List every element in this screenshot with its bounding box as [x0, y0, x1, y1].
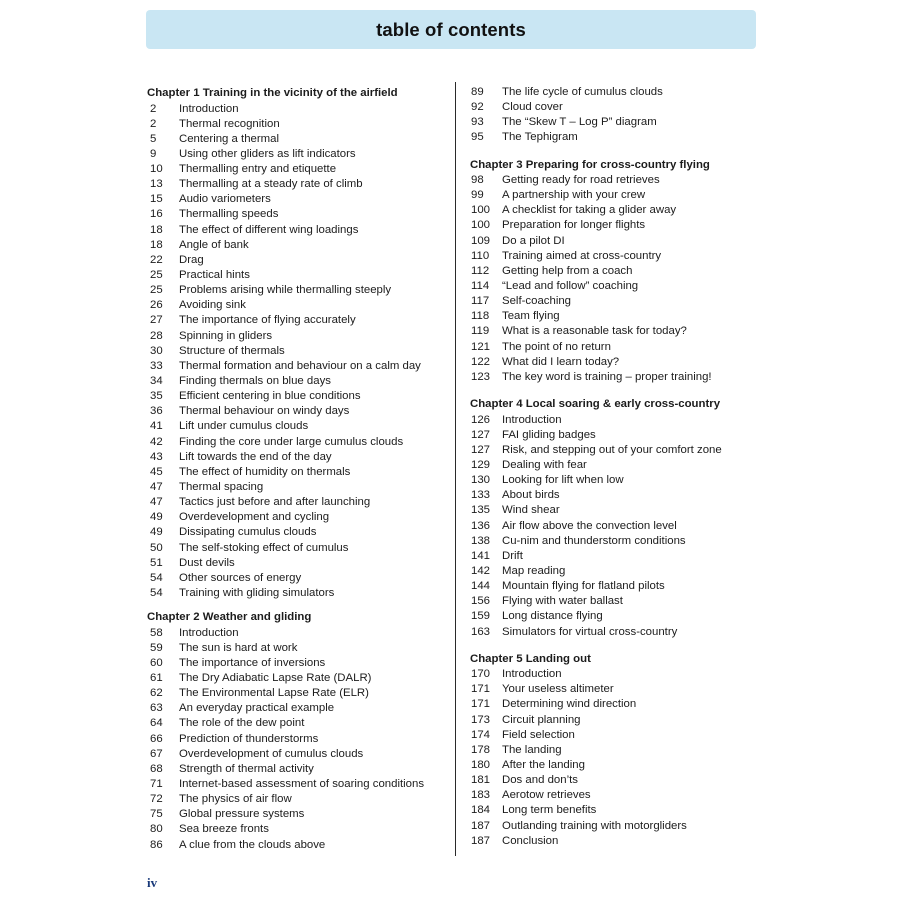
toc-entry-title: Sea breeze fronts	[179, 823, 269, 836]
toc-entry	[470, 819, 760, 834]
toc-entry-title: Structure of thermals	[179, 344, 285, 357]
chapter-heading: Chapter 5 Landing out	[470, 652, 591, 665]
toc-entry	[470, 355, 760, 370]
toc-entry-title: The importance of inversions	[179, 656, 326, 669]
toc-page-number: 30	[150, 344, 163, 357]
toc-page-number: 54	[150, 571, 163, 584]
toc-entry-title: FAI gliding badges	[502, 428, 596, 441]
toc-entry-title: Lift under cumulus clouds	[179, 420, 309, 433]
toc-entry-title: Flying with water ballast	[502, 595, 623, 608]
toc-page-number: 187	[471, 819, 491, 832]
toc-page-number: 5	[150, 132, 157, 145]
toc-entry	[147, 747, 447, 762]
toc-page-number: 2	[150, 102, 157, 115]
toc-page-number: 93	[471, 116, 484, 129]
toc-entry	[147, 283, 447, 298]
toc-page-number: 25	[150, 284, 163, 297]
toc-entry-title: Risk, and stepping out of your comfort zone	[502, 443, 722, 456]
toc-page-number: 59	[150, 641, 163, 654]
toc-entry	[147, 450, 447, 465]
toc-page-number: 100	[471, 204, 491, 217]
toc-page-number: 138	[471, 534, 491, 547]
toc-page-number: 100	[471, 219, 491, 232]
toc-page-number: 27	[150, 314, 163, 327]
toc-page-number: 10	[150, 163, 163, 176]
column-divider	[455, 82, 456, 856]
toc-page-number: 58	[150, 626, 163, 639]
toc-entry	[147, 686, 447, 701]
toc-entry-title: Determining wind direction	[502, 698, 637, 711]
toc-entry-title: Training aimed at cross-country	[502, 249, 662, 262]
toc-entry	[147, 238, 447, 253]
toc-entry	[147, 626, 447, 641]
toc-page-number: 187	[471, 834, 491, 847]
toc-page-number: 49	[150, 526, 163, 539]
toc-page-number: 184	[471, 804, 491, 817]
toc-entry-title: Thermal spacing	[179, 481, 264, 494]
toc-page-number: 66	[150, 732, 163, 745]
chapter-section	[470, 158, 760, 385]
toc-entry	[470, 458, 760, 473]
toc-entry	[147, 313, 447, 328]
toc-page-number: 18	[150, 223, 163, 236]
toc-entry	[147, 792, 447, 807]
toc-entry-title: Spinning in gliders	[179, 329, 273, 342]
toc-entry	[470, 370, 760, 385]
toc-entry-title: After the landing	[502, 758, 585, 771]
toc-page-number: 43	[150, 450, 163, 463]
toc-page-number: 114	[471, 280, 490, 293]
toc-entry	[147, 344, 447, 359]
toc-entry-title: The “Skew T – Log P” diagram	[502, 116, 657, 129]
section-spacer	[147, 601, 447, 610]
toc-entry-title: Field selection	[502, 728, 575, 741]
toc-entry-title: The physics of air flow	[179, 793, 292, 806]
toc-entry	[147, 102, 447, 117]
toc-entry	[470, 667, 760, 682]
toc-entry-title: Dissipating cumulus clouds	[179, 526, 317, 539]
toc-entry-title: Other sources of energy	[179, 571, 302, 584]
toc-page-number: 141	[471, 549, 491, 562]
toc-page-number: 45	[150, 465, 163, 478]
toc-entry-title: Aerotow retrieves	[502, 789, 591, 802]
toc-entry	[470, 728, 760, 743]
toc-entry	[147, 480, 447, 495]
toc-entry	[147, 807, 447, 822]
toc-page-number: 173	[471, 713, 491, 726]
toc-page-number: 109	[471, 234, 491, 247]
toc-page-number: 60	[150, 656, 163, 669]
toc-entry	[147, 762, 447, 777]
toc-page-number: 130	[471, 474, 491, 487]
toc-entry-title: The effect of different wing loadings	[179, 223, 359, 236]
header-banner	[146, 10, 756, 49]
toc-entry-title: Introduction	[502, 668, 562, 681]
toc-entry-title: Introduction	[179, 102, 239, 115]
toc-entry-title: Long distance flying	[502, 610, 603, 623]
toc-entry-title: Practical hints	[179, 269, 250, 282]
toc-page-number: 117	[471, 295, 490, 308]
toc-entry-title: Thermalling speeds	[179, 208, 279, 221]
toc-entry	[470, 834, 760, 849]
toc-entry-title: Simulators for virtual cross-country	[502, 625, 678, 638]
toc-entry	[147, 359, 447, 374]
toc-entry	[147, 777, 447, 792]
toc-entry-title: Using other gliders as lift indicators	[179, 147, 356, 160]
toc-entry-title: Dos and don’ts	[502, 774, 578, 787]
toc-entry	[470, 115, 760, 130]
toc-entry	[147, 147, 447, 162]
toc-entry-title: Self-coaching	[502, 295, 572, 308]
toc-page-number: 51	[150, 556, 163, 569]
toc-entry-title: Strength of thermal activity	[179, 762, 314, 775]
toc-entry	[147, 716, 447, 731]
toc-entry	[147, 419, 447, 434]
toc-entry	[470, 519, 760, 534]
toc-page-number: 95	[471, 131, 484, 144]
toc-entry	[470, 609, 760, 624]
toc-entry-title: Outlanding training with motorgliders	[502, 819, 687, 832]
toc-entry	[147, 671, 447, 686]
toc-page-number: 183	[471, 789, 491, 802]
toc-page-number: 62	[150, 687, 163, 700]
toc-entry	[147, 253, 447, 268]
toc-entry	[147, 298, 447, 313]
toc-entry-title: Angle of bank	[179, 238, 249, 251]
toc-entry-title: Thermal formation and behaviour on a calm day	[179, 359, 421, 372]
toc-entry-title: Circuit planning	[502, 713, 581, 726]
toc-entry	[147, 162, 447, 177]
toc-entry-title: Prediction of thunderstorms	[179, 732, 319, 745]
toc-page-number: 2	[150, 117, 157, 130]
toc-entry	[470, 503, 760, 518]
toc-entry	[470, 85, 760, 100]
toc-page-number: 126	[471, 413, 491, 426]
toc-page-number: 35	[150, 390, 163, 403]
toc-entry-title: Team flying	[502, 310, 560, 323]
toc-entry	[470, 443, 760, 458]
toc-page-number: 123	[471, 370, 491, 383]
toc-entry-title: Thermalling at a steady rate of climb	[179, 178, 363, 191]
toc-page-number: 72	[150, 793, 163, 806]
toc-page-number: 68	[150, 762, 163, 775]
toc-entry-title: Cu-nim and thunderstorm conditions	[502, 534, 686, 547]
toc-page-number: 99	[471, 189, 484, 202]
toc-entry-title: Long term benefits	[502, 804, 597, 817]
toc-page-number: 75	[150, 808, 163, 821]
toc-entry-title: Internet-based assessment of soaring conditions	[179, 778, 425, 791]
toc-entry	[147, 586, 447, 601]
toc-entry	[147, 541, 447, 556]
toc-page-number: 80	[150, 823, 163, 836]
toc-page-number: 54	[150, 587, 163, 599]
toc-page-number: 9	[150, 147, 157, 160]
toc-entry-title: Thermal recognition	[179, 117, 280, 130]
chapter-section	[147, 610, 447, 853]
toc-entry-title: Conclusion	[502, 834, 559, 847]
toc-entry	[470, 549, 760, 564]
chapter-section	[470, 397, 760, 640]
chapter-heading: Chapter 2 Weather and gliding	[147, 611, 312, 624]
toc-entry	[147, 404, 447, 419]
toc-page-number: 18	[150, 238, 163, 251]
toc-page-number: 61	[150, 672, 163, 685]
toc-entry	[470, 324, 760, 339]
toc-entry	[147, 656, 447, 671]
page-number: iv	[147, 875, 158, 890]
toc-entry-title: Preparation for longer flights	[502, 219, 646, 232]
toc-page-number: 98	[471, 174, 484, 187]
toc-entry-title: The sun is hard at work	[179, 641, 298, 654]
toc-entry-title: Efficient centering in blue conditions	[179, 390, 361, 403]
toc-entry	[470, 203, 760, 218]
chapter-section	[470, 652, 760, 849]
toc-entry-title: Overdevelopment of cumulus clouds	[179, 747, 364, 760]
toc-entry	[147, 329, 447, 344]
toc-entry	[470, 713, 760, 728]
toc-page-number: 142	[471, 564, 491, 577]
toc-page-number: 159	[471, 610, 491, 623]
toc-entry	[147, 701, 447, 716]
toc-entry-title: Drift	[502, 549, 523, 562]
toc-page-number: 86	[150, 838, 163, 851]
toc-page-number: 180	[471, 758, 491, 771]
toc-entry	[147, 177, 447, 192]
toc-entry-title: The Environmental Lapse Rate (ELR)	[179, 687, 369, 700]
toc-entry	[470, 697, 760, 712]
toc-page-number: 25	[150, 269, 163, 282]
toc-entry	[147, 132, 447, 147]
toc-page-number: 47	[150, 496, 163, 509]
toc-page-number: 171	[471, 683, 491, 696]
toc-entry-title: Tactics just before and after launching	[179, 496, 371, 509]
toc-entry-title: Introduction	[179, 626, 239, 639]
toc-entry	[470, 743, 760, 758]
section-spacer	[470, 385, 760, 397]
toc-page-number: 171	[471, 698, 491, 711]
toc-page-number: 178	[471, 743, 491, 756]
toc-page-number: 42	[150, 435, 163, 448]
toc-entry	[470, 173, 760, 188]
toc-page-number: 163	[471, 625, 491, 638]
toc-entry	[147, 556, 447, 571]
toc-entry-title: Training with gliding simulators	[179, 587, 335, 599]
toc-entry	[470, 758, 760, 773]
toc-page-number: 144	[471, 580, 491, 593]
toc-entry-title: Mountain flying for flatland pilots	[502, 580, 665, 593]
toc-entry-title: Looking for lift when low	[502, 474, 624, 487]
toc-page-number: 92	[471, 101, 484, 114]
toc-entry-title: An everyday practical example	[179, 702, 335, 715]
toc-left-column	[147, 86, 447, 853]
toc-entry	[470, 788, 760, 803]
toc-page-number: 15	[150, 193, 163, 206]
section-spacer	[470, 640, 760, 652]
toc-entry-title: Drag	[179, 253, 204, 266]
toc-page-number: 127	[471, 428, 491, 441]
toc-page-number: 110	[471, 249, 490, 262]
toc-entry	[470, 803, 760, 818]
toc-entry	[470, 100, 760, 115]
toc-page-number: 71	[150, 778, 163, 791]
toc-entry	[147, 822, 447, 837]
chapter-heading: Chapter 3 Preparing for cross-country flying	[470, 158, 710, 171]
toc-entry	[147, 374, 447, 389]
toc-entry-title: Map reading	[502, 564, 566, 577]
toc-entry	[147, 495, 447, 510]
toc-entry	[470, 309, 760, 324]
toc-entry-title: The self-stoking effect of cumulus	[179, 541, 349, 554]
toc-entry-title: What is a reasonable task for today?	[502, 325, 687, 338]
toc-entry	[147, 525, 447, 540]
toc-entry	[470, 625, 760, 640]
toc-page-number: 41	[150, 420, 163, 433]
toc-page-number: 133	[471, 489, 491, 502]
toc-page-number: 127	[471, 443, 491, 456]
toc-entry-title: The role of the dew point	[179, 717, 305, 730]
toc-entry	[470, 579, 760, 594]
toc-entry-title: The life cycle of cumulus clouds	[502, 86, 663, 98]
toc-entry-title: Thermalling entry and etiquette	[179, 163, 337, 176]
toc-entry	[470, 188, 760, 203]
toc-entry-title: Finding thermals on blue days	[179, 375, 331, 388]
toc-page-number: 47	[150, 481, 163, 494]
toc-entry	[147, 268, 447, 283]
toc-page-number: 50	[150, 541, 163, 554]
toc-entry	[470, 234, 760, 249]
toc-entry	[147, 838, 447, 853]
toc-entry	[470, 264, 760, 279]
toc-page-number: 136	[471, 519, 491, 532]
toc-page-number: 121	[471, 340, 491, 353]
toc-entry	[147, 732, 447, 747]
section-spacer	[470, 146, 760, 158]
toc-entry-title: Lift towards the end of the day	[179, 450, 332, 463]
toc-entry	[147, 192, 447, 207]
toc-page-number: 135	[471, 504, 491, 517]
toc-entry-title: Centering a thermal	[179, 132, 280, 145]
chapter-section	[147, 86, 447, 601]
toc-entry-title: Dealing with fear	[502, 458, 587, 471]
toc-entry-title: Wind shear	[502, 504, 560, 517]
toc-entry	[470, 473, 760, 488]
toc-page-number: 49	[150, 511, 163, 524]
toc-page-number: 26	[150, 299, 163, 312]
toc-entry-title: Dust devils	[179, 556, 235, 569]
toc-entry	[470, 564, 760, 579]
toc-entry-title: Do a pilot DI	[502, 234, 565, 247]
toc-page-number: 16	[150, 208, 163, 221]
toc-entry-title: The effect of humidity on thermals	[179, 465, 351, 478]
toc-entry-title: Avoiding sink	[179, 299, 246, 312]
toc-entry	[470, 594, 760, 609]
toc-entry	[147, 435, 447, 450]
toc-entry	[147, 117, 447, 132]
toc-page-number: 119	[471, 325, 490, 338]
toc-entry-title: Cloud cover	[502, 101, 563, 114]
toc-page-number: 129	[471, 458, 491, 471]
toc-entry-title: Getting help from a coach	[502, 264, 633, 277]
chapter-heading: Chapter 1 Training in the vicinity of the airfield	[147, 87, 398, 99]
toc-page-number: 122	[471, 355, 491, 368]
toc-entry-title: Global pressure systems	[179, 808, 305, 821]
toc-page-number: 112	[471, 264, 490, 277]
page-title: table of contents	[376, 18, 526, 40]
toc-entry	[147, 571, 447, 586]
toc-entry-title: Introduction	[502, 413, 562, 426]
toc-entry-title: Audio variometers	[179, 193, 271, 206]
toc-entry-title: Your useless altimeter	[502, 683, 614, 696]
toc-page-number: 156	[471, 595, 491, 608]
toc-entry	[147, 389, 447, 404]
toc-right-column	[470, 85, 760, 849]
toc-entry	[470, 488, 760, 503]
toc-entry	[470, 428, 760, 443]
toc-page-number: 67	[150, 747, 163, 760]
toc-entry-title: About birds	[502, 489, 560, 502]
toc-page-number: 34	[150, 375, 163, 388]
toc-entry-title: Air flow above the convection level	[502, 519, 677, 532]
toc-entry-title: Thermal behaviour on windy days	[179, 405, 350, 418]
toc-entry-title: A checklist for taking a glider away	[502, 204, 677, 217]
toc-entry-title: A partnership with your crew	[502, 189, 646, 202]
toc-entry	[147, 207, 447, 222]
toc-page-number: 64	[150, 717, 163, 730]
toc-entry	[470, 294, 760, 309]
toc-page-number: 22	[150, 253, 163, 266]
toc-entry-title: “Lead and follow” coaching	[502, 280, 639, 293]
toc-entry	[470, 413, 760, 428]
toc-entry-title: The landing	[502, 743, 562, 756]
toc-entry-title: Getting ready for road retrieves	[502, 174, 660, 187]
toc-entry	[470, 218, 760, 233]
toc-entry	[470, 249, 760, 264]
toc-entry-title: The Tephigram	[502, 131, 578, 144]
toc-entry	[147, 641, 447, 656]
toc-entry	[470, 279, 760, 294]
toc-page-number: 33	[150, 359, 163, 372]
toc-entry-title: What did I learn today?	[502, 355, 620, 368]
chapter-heading: Chapter 4 Local soaring & early cross-country	[470, 398, 721, 411]
toc-entry	[470, 773, 760, 788]
toc-entry-title: Problems arising while thermalling steeply	[179, 284, 392, 297]
toc-entry-title: The Dry Adiabatic Lapse Rate (DALR)	[179, 672, 372, 685]
toc-entry-title: Finding the core under large cumulus clouds	[179, 435, 404, 448]
toc-page-number: 28	[150, 329, 163, 342]
toc-entry	[147, 510, 447, 525]
toc-page-number: 170	[471, 668, 491, 681]
toc-page-number: 174	[471, 728, 491, 741]
toc-entry-title: The point of no return	[502, 340, 611, 353]
toc-entry-title: The key word is training – proper training!	[502, 370, 712, 383]
toc-page-number: 181	[471, 774, 491, 787]
toc-entry	[147, 223, 447, 238]
toc-entry	[470, 340, 760, 355]
toc-entry	[470, 534, 760, 549]
toc-entry	[470, 682, 760, 697]
toc-entry	[147, 465, 447, 480]
toc-entry	[470, 130, 760, 145]
toc-entry-title: Overdevelopment and cycling	[179, 511, 330, 524]
toc-entry-title: A clue from the clouds above	[179, 838, 326, 851]
toc-page-number: 36	[150, 405, 163, 418]
toc-page-number: 118	[471, 310, 490, 323]
toc-entry-title: The importance of flying accurately	[179, 314, 356, 327]
toc-page-number: 89	[471, 86, 484, 98]
toc-page-number: 63	[150, 702, 163, 715]
toc-page-number: 13	[150, 178, 163, 191]
